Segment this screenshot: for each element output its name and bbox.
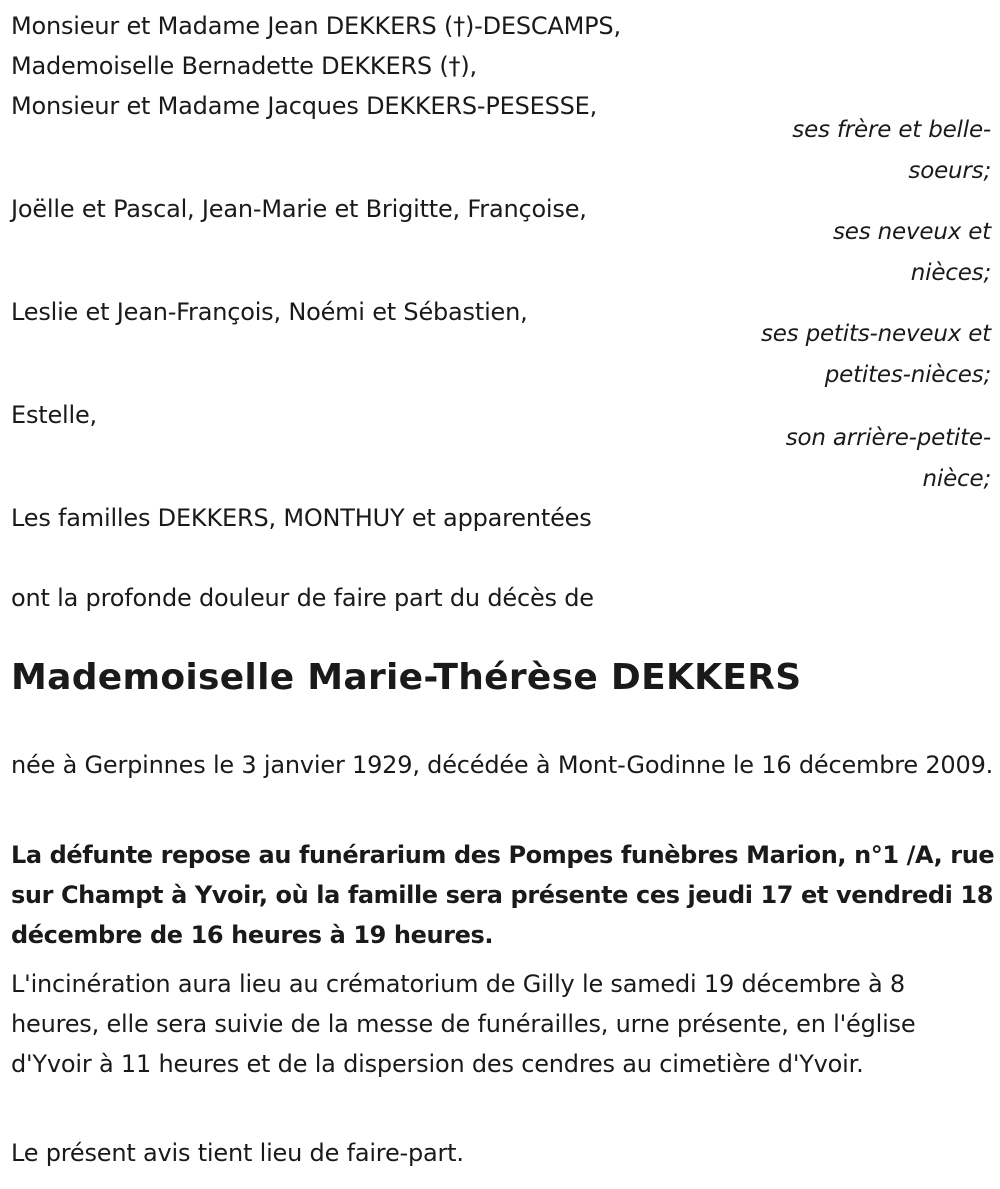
relation-great-grand-niece xyxy=(691,418,991,500)
relation-grand-nephews-line-1: ses petits-neveux et xyxy=(760,321,991,347)
relation-siblings xyxy=(691,110,991,192)
relation-nephews xyxy=(691,212,991,294)
announcement-text: ont la profonde douleur de faire part du décès de xyxy=(11,584,594,612)
ceremony-paragraph: L'incinération aura lieu au crématorium de Gilly le samedi 19 décembre à 8 heures, elle sera suivie de la messe de funérailles, urne présente, en l'église d'Yvoir à 11 heures et de la dispersion des cendres au cimetière d'Yvoir. xyxy=(11,970,916,1078)
relation-siblings-line-2: soeurs; xyxy=(908,158,991,184)
relation-grand-nephews-line-2: petites-nièces; xyxy=(824,362,991,388)
relation-great-grand-niece-line-1: son arrière-petite- xyxy=(785,425,991,451)
family-line-2: Mademoiselle Bernadette DEKKERS (†), xyxy=(11,52,477,80)
family-line-7: Les familles DEKKERS, MONTHUY et apparentées xyxy=(11,504,592,532)
visitation-paragraph: La défunte repose au funérarium des Pompes funèbres Marion, n°1 /A, rue sur Champt à Yvoir, où la famille sera présente ces jeudi 17 et vendredi 18 décembre de 16 heures à 19 heures. xyxy=(11,841,995,949)
relation-great-grand-niece-line-2: nièce; xyxy=(922,466,991,492)
family-line-4: Joëlle et Pascal, Jean-Marie et Brigitte, Françoise, xyxy=(11,195,587,223)
relation-nephews-line-2: nièces; xyxy=(910,260,991,286)
family-line-6: Estelle, xyxy=(11,401,97,429)
family-line-5: Leslie et Jean-François, Noémi et Sébastien, xyxy=(11,298,528,326)
deceased-name-heading: Mademoiselle Marie-Thérèse DEKKERS xyxy=(11,657,802,698)
family-line-3: Monsieur et Madame Jacques DEKKERS-PESESSE, xyxy=(11,92,598,120)
relation-grand-nephews xyxy=(691,314,991,396)
birth-death-paragraph: née à Gerpinnes le 3 janvier 1929, décédée à Mont-Godinne le 16 décembre 2009. xyxy=(11,751,994,779)
family-line-1: Monsieur et Madame Jean DEKKERS (†)-DESCAMPS, xyxy=(11,12,621,40)
relation-siblings-line-1: ses frère et belle- xyxy=(792,117,991,143)
closing-paragraph: Le présent avis tient lieu de faire-part. xyxy=(11,1139,464,1167)
relation-nephews-line-1: ses neveux et xyxy=(833,219,991,245)
